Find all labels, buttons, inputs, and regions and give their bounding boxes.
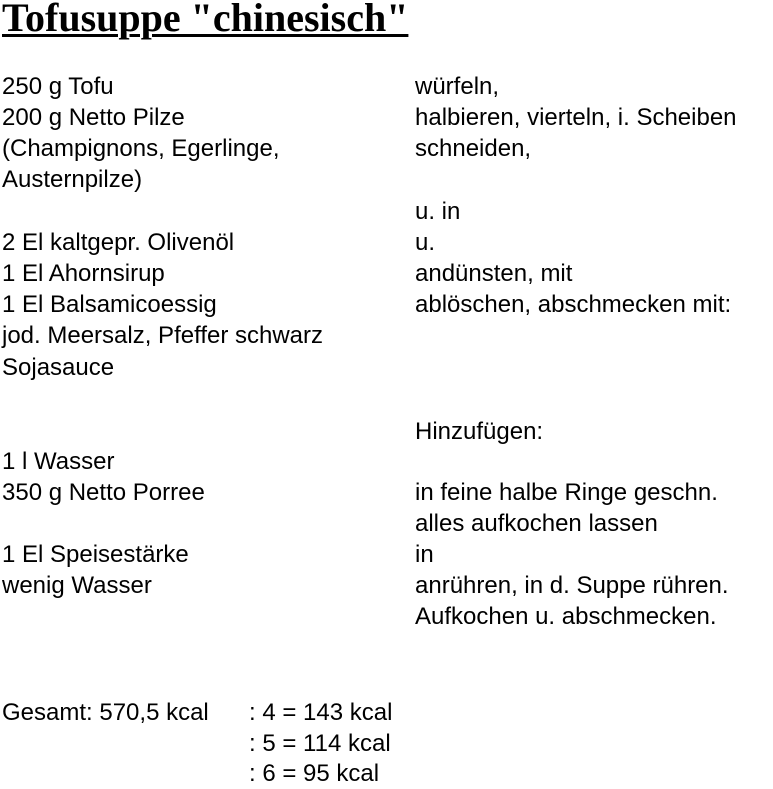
instruction-line: würfeln, bbox=[415, 73, 500, 100]
calories-per-6-servings: : 6 = 95 kcal bbox=[249, 760, 380, 787]
ingredient-line: 2 El kaltgepr. Olivenöl bbox=[2, 229, 235, 256]
instruction-line: ablöschen, abschmecken mit: bbox=[415, 291, 732, 318]
instruction-line: u. bbox=[415, 229, 436, 256]
instruction-line: in feine halbe Ringe geschn. bbox=[415, 479, 718, 506]
instruction-line: Hinzufügen: bbox=[415, 418, 544, 445]
instruction-line: schneiden, bbox=[415, 135, 532, 162]
ingredient-line: 1 El Speisestärke bbox=[2, 541, 189, 568]
ingredient-line: 1 El Ahornsirup bbox=[2, 260, 165, 287]
ingredient-line: 1 El Balsamicoessig bbox=[2, 291, 217, 318]
ingredient-line: jod. Meersalz, Pfeffer schwarz bbox=[2, 322, 324, 349]
instruction-line: in bbox=[415, 541, 434, 568]
ingredient-line: 1 l Wasser bbox=[2, 448, 115, 475]
ingredient-line: 200 g Netto Pilze bbox=[2, 104, 185, 131]
instruction-line: Aufkochen u. abschmecken. bbox=[415, 603, 717, 630]
instruction-line: anrühren, in d. Suppe rühren. bbox=[415, 572, 729, 599]
ingredient-line: wenig Wasser bbox=[2, 572, 152, 599]
ingredient-line: Sojasauce bbox=[2, 354, 115, 381]
instruction-line: halbieren, vierteln, i. Scheiben bbox=[415, 104, 737, 131]
total-calories: Gesamt: 570,5 kcal bbox=[2, 699, 209, 726]
ingredient-line: Austernpilze) bbox=[2, 166, 143, 193]
ingredient-line: 350 g Netto Porree bbox=[2, 479, 205, 506]
calories-per-5-servings: : 5 = 114 kcal bbox=[249, 730, 391, 757]
calories-per-4-servings: : 4 = 143 kcal bbox=[249, 699, 393, 726]
ingredient-line: 250 g Tofu bbox=[2, 73, 114, 100]
ingredient-line: (Champignons, Egerlinge, bbox=[2, 135, 280, 162]
instruction-line: andünsten, mit bbox=[415, 260, 573, 287]
recipe-title: Tofusuppe "chinesisch" bbox=[2, 0, 409, 40]
instruction-line: alles aufkochen lassen bbox=[415, 510, 658, 537]
instruction-line: u. in bbox=[415, 198, 461, 225]
